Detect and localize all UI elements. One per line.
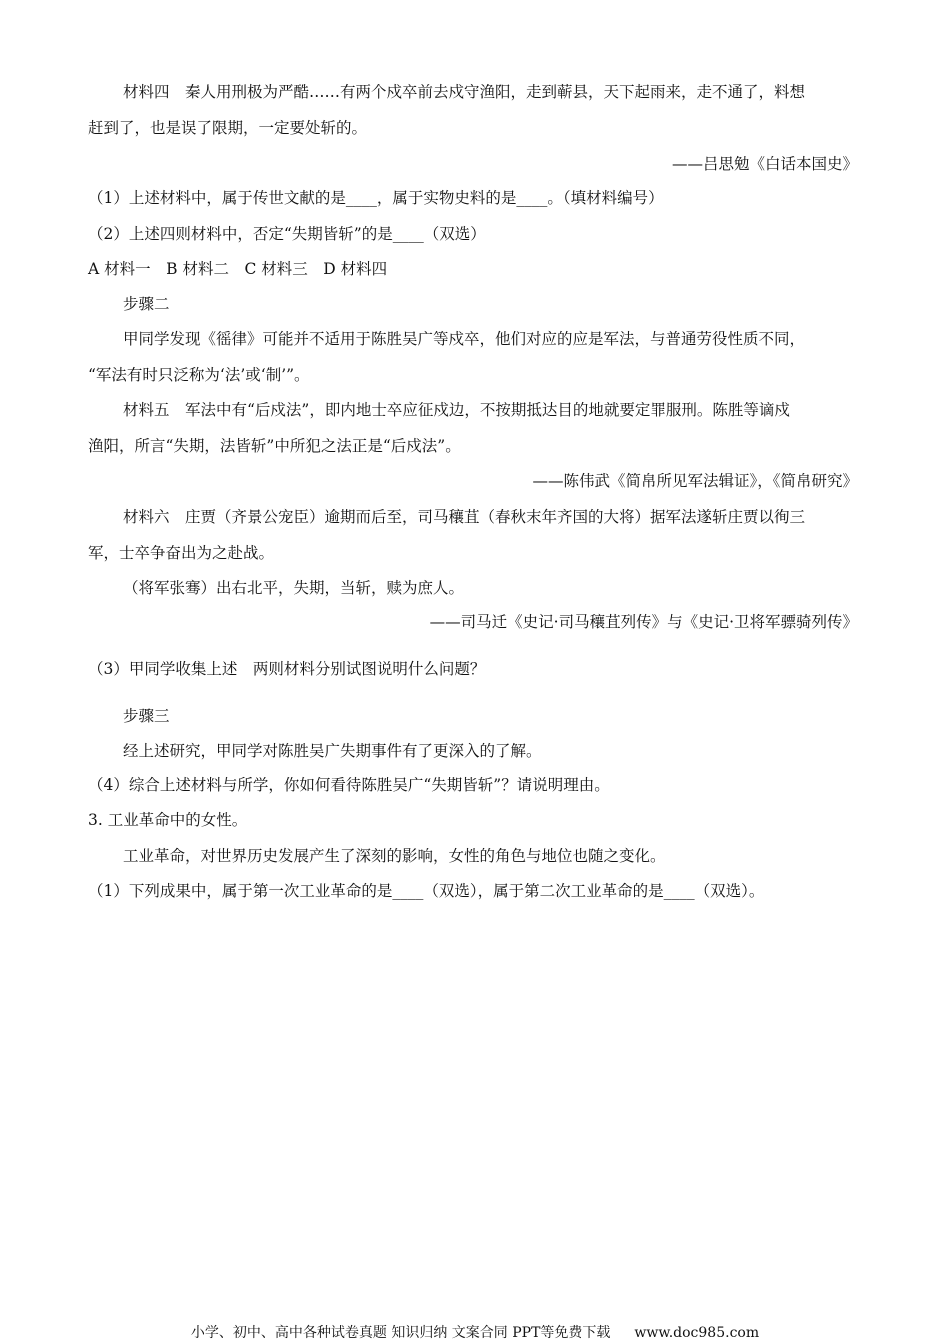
- step-3-heading: 步骤三: [123, 707, 170, 725]
- footer: [0, 1323, 950, 1343]
- question-1: （1）上述材料中，属于传世文献的是____，属于实物史料的是____。（填材料编号）: [88, 189, 664, 207]
- paragraph-1-line-2: “军法有时只泛称为‘法’或‘制’”。: [88, 366, 310, 384]
- material-4-line-1: 材料四 秦人用刑极为严酷……有两个戍卒前去戍守渔阳，走到蕲县，天下起雨来，走不通了，料想: [123, 83, 806, 101]
- paragraph-3: 工业革命，对世界历史发展产生了深刻的影响，女性的角色与地位也随之变化。: [123, 847, 666, 865]
- paragraph-1-line-1: 甲同学发现《徭律》可能并不适用于陈胜吴广等戍卒，他们对应的应是军法，与普通劳役性质不同，: [123, 330, 806, 348]
- material-6-line-1: 材料六 庄贾（齐景公宠臣）逾期而后至，司马穰苴（春秋末年齐国的大将）据军法遂斩庄贾以徇三: [123, 508, 806, 526]
- question-3-1: （1）下列成果中，属于第一次工业革命的是____（双选），属于第二次工业革命的是____（双选）。: [88, 882, 765, 900]
- material-6-line-3: （将军张骞）出右北平，失期，当斩，赎为庶人。: [123, 579, 465, 597]
- material-4-source: ——吕思勉《白话本国史》: [671, 155, 858, 173]
- material-5-source: ——陈伟武《简帛所见军法辑证》，《简帛研究》: [532, 472, 858, 490]
- material-5-line-2: 渔阳，所言“失期，法皆斩”中所犯之法正是“后戍法”。: [88, 437, 461, 455]
- question-2-options: A 材料一 B 材料二 C 材料三 D 材料四: [88, 260, 388, 278]
- material-5-line-1: 材料五 军法中有“后戍法”，即内地士卒应征戍边，不按期抵达目的地就要定罪服刑。陈胜等谪戍: [123, 401, 790, 419]
- paragraph-2: 经上述研究，甲同学对陈胜吴广失期事件有了更深入的了解。: [123, 742, 542, 760]
- material-6-line-2: 军，士卒争奋出为之赴战。: [88, 544, 275, 562]
- question-3: （3）甲同学收集上述 两则材料分别试图说明什么问题？: [88, 660, 486, 678]
- section-3-heading: 3. 工业革命中的女性。: [88, 811, 248, 829]
- material-6-source: ——司马迁《史记·司马穰苴列传》与《史记·卫将军骠骑列传》: [429, 613, 858, 631]
- step-2-heading: 步骤二: [123, 295, 170, 313]
- question-4: （4）综合上述材料与所学，你如何看待陈胜吴广“失期皆斩”？请说明理由。: [88, 776, 610, 794]
- question-2: （2）上述四则材料中，否定“失期皆斩”的是____（双选）: [88, 225, 486, 243]
- footer-text: 小学、初中、高中各种试卷真题 知识归纳 文案合同 PPT等免费下载: [190, 1325, 611, 1341]
- footer-url[interactable]: www.doc985.com: [634, 1325, 760, 1341]
- material-4-line-2: 赶到了，也是误了限期，一定要处斩的。: [88, 119, 368, 137]
